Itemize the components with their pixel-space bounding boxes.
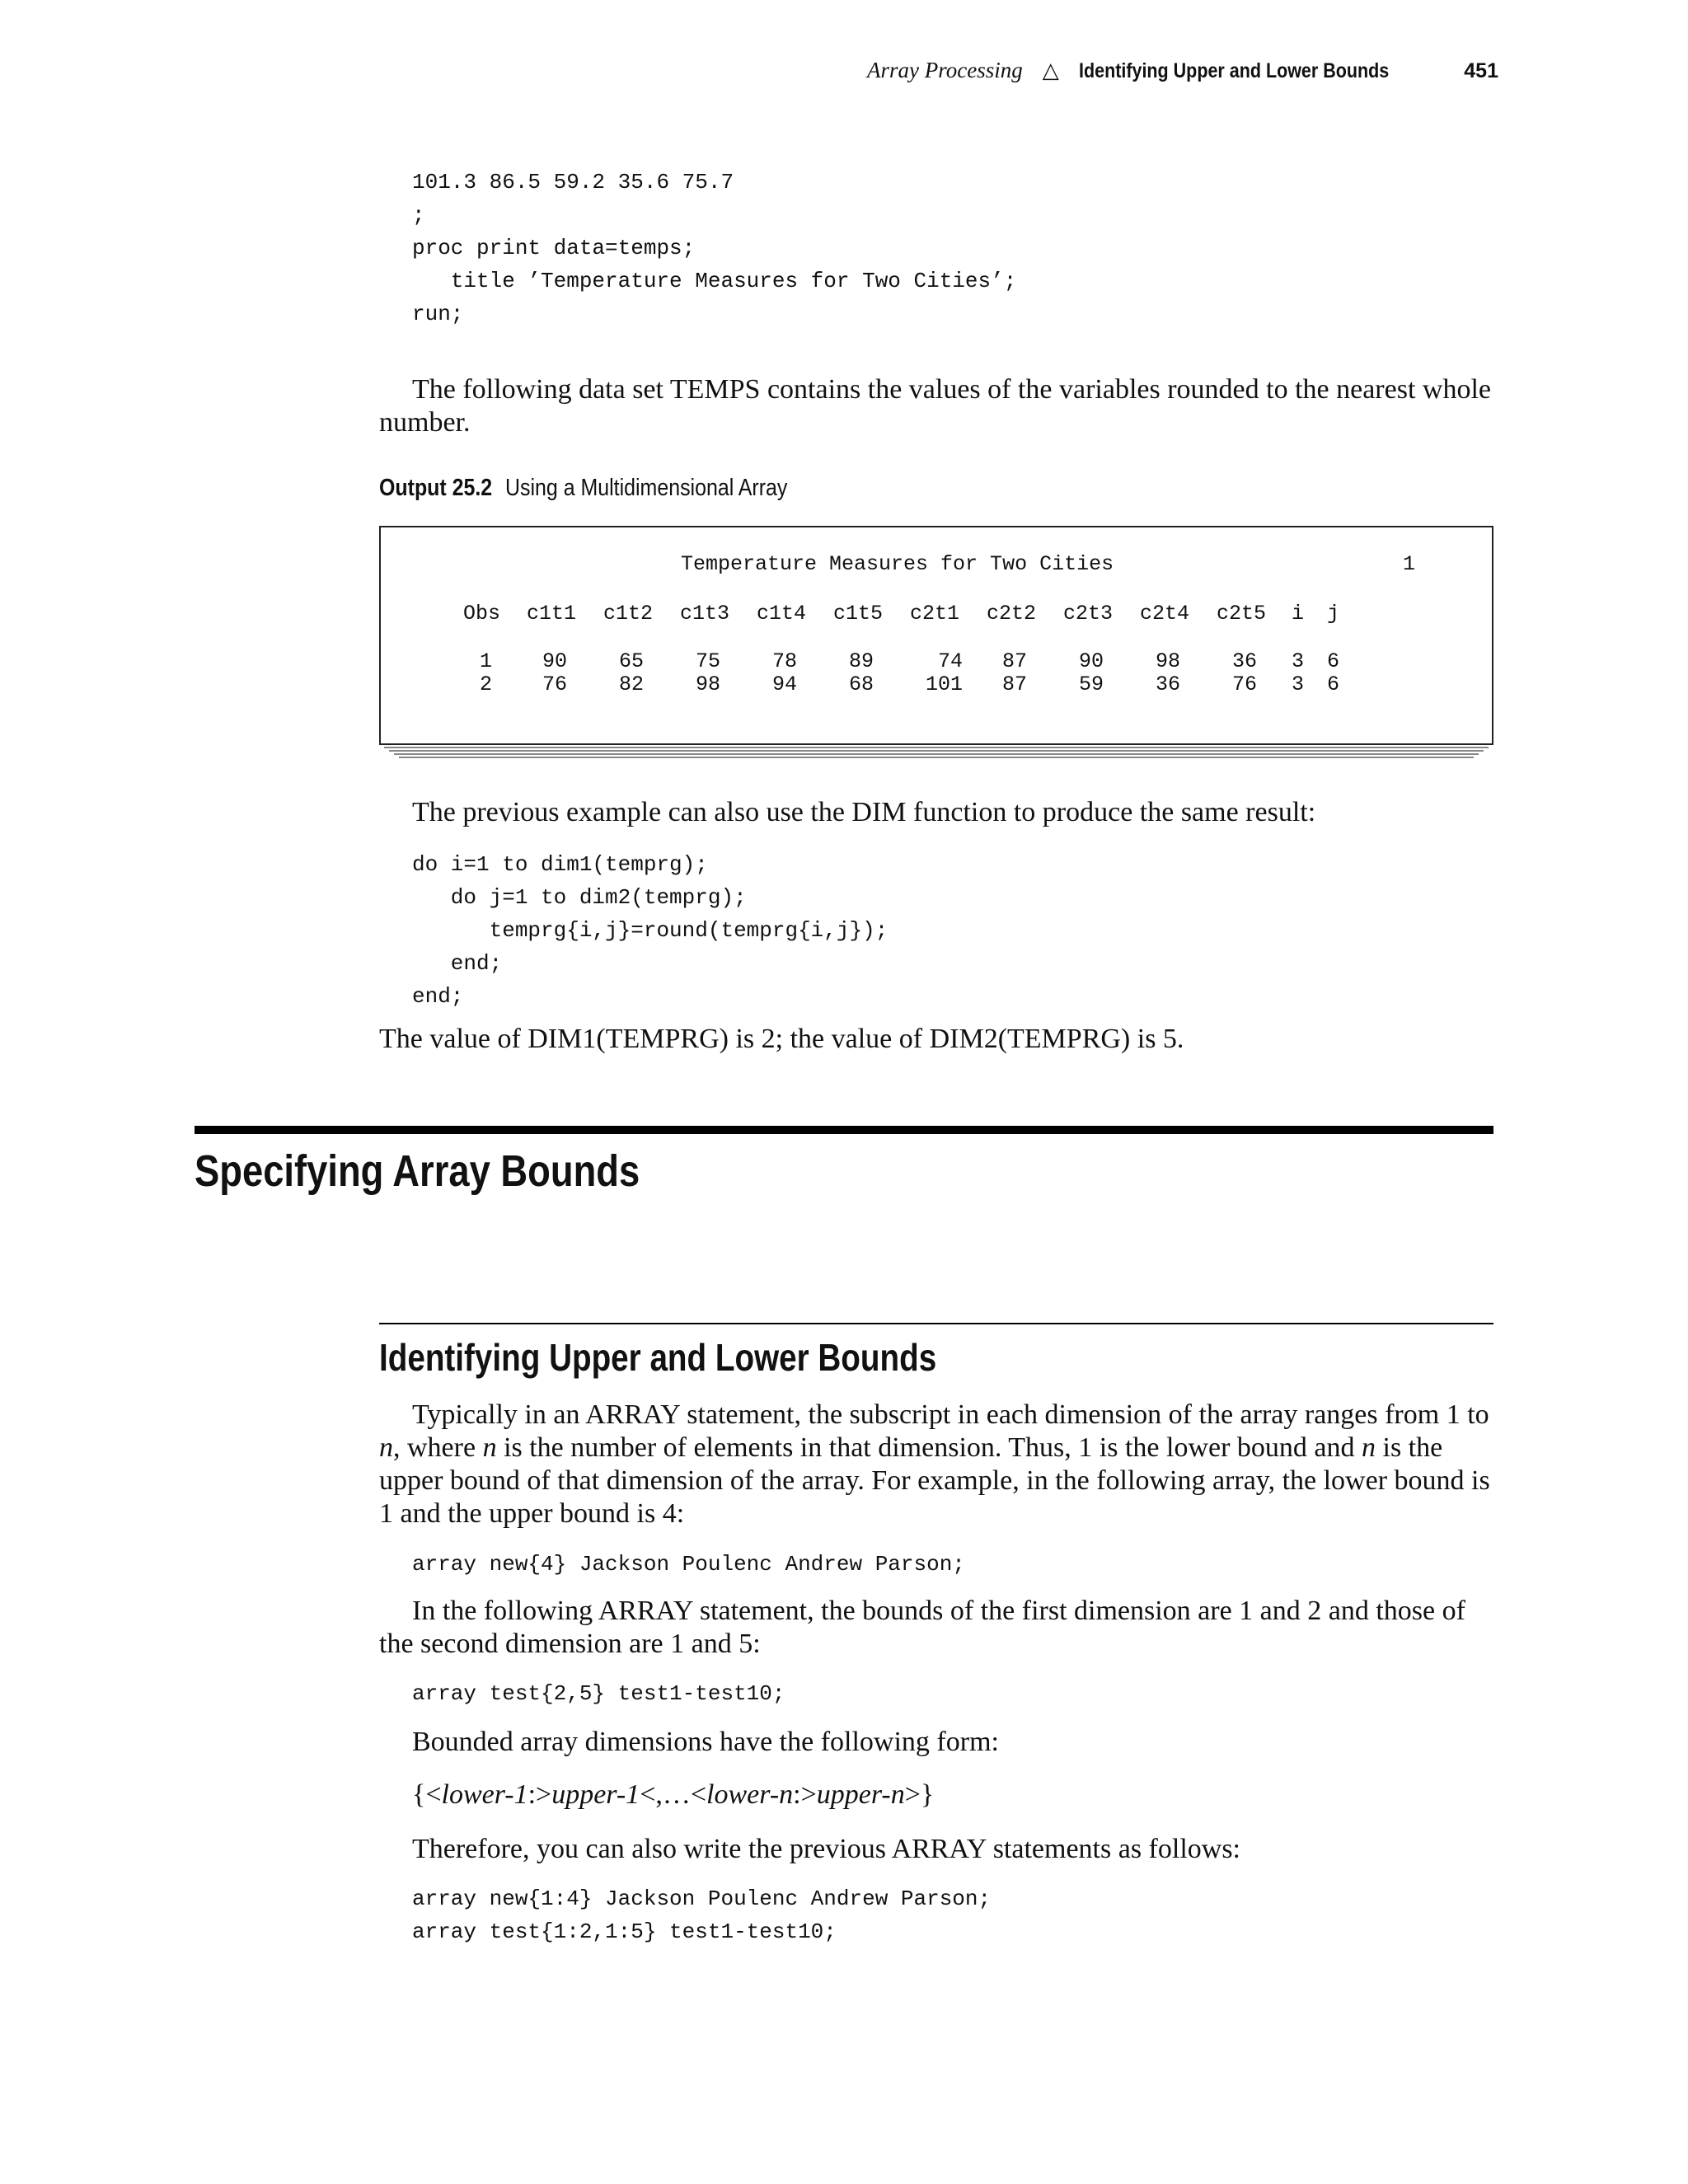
table-cell: 65 (619, 649, 645, 673)
subsection-rule (379, 1323, 1493, 1324)
form-text: {< (412, 1779, 442, 1810)
table-cell: 3 (1292, 649, 1305, 673)
code-line: ; (412, 203, 425, 227)
output-caption (379, 475, 833, 502)
bounded-form (412, 1779, 934, 1811)
code-line: do i=1 to dim1(temprg); (412, 852, 708, 877)
output-shadow-line (389, 750, 1484, 752)
table-cell: 94 (772, 673, 798, 696)
table-cell: 36 (1156, 673, 1181, 696)
text-run: is the upper bound of that dimension of the array. For example, in the following array, the lower bound is 1 and the upper bound is 4: (379, 1432, 1490, 1529)
table-cell: 3 (1292, 673, 1305, 696)
table-cell: 89 (849, 649, 874, 673)
code-line: end; (412, 984, 464, 1009)
table-cell: 68 (849, 673, 874, 696)
table-cell: 98 (696, 673, 721, 696)
form-upper-n: upper-n (816, 1779, 905, 1810)
subsection-title: Identifying Upper and Lower Bounds (379, 1336, 937, 1379)
form-text: >} (904, 1779, 935, 1810)
column-header: c1t2 (603, 602, 654, 626)
code-block-dim (412, 848, 888, 1013)
paragraph-bounded: Bounded array dimensions have the following form: (412, 1727, 999, 1757)
running-header-section: Identifying Upper and Lower Bounds (1078, 59, 1390, 82)
code-array-test: array test{2,5} test1-test10; (412, 1681, 785, 1706)
table-cell: 90 (542, 649, 568, 673)
running-header-chapter: Array Processing (867, 58, 1023, 82)
code-line: array test{1:2,1:5} test1-test10; (412, 1919, 837, 1944)
column-header: c1t4 (757, 602, 807, 626)
form-text: :> (793, 1779, 817, 1810)
column-header: j (1327, 602, 1340, 626)
column-header: c2t1 (910, 602, 960, 626)
page-number: 451 (1464, 59, 1498, 82)
paragraph-dim-values: The value of DIM1(TEMPRG) is 2; the value of DIM2(TEMPRG) is 5. (379, 1024, 1184, 1054)
column-header: i (1292, 602, 1305, 626)
code-block-proc-print (412, 166, 1016, 330)
running-header (867, 58, 1498, 83)
column-header: c2t2 (987, 602, 1037, 626)
code-line: do j=1 to dim2(temprg); (412, 885, 747, 910)
column-header: c2t3 (1063, 602, 1114, 626)
text-run: Typically in an ARRAY statement, the subscript in each dimension of the array ranges from 1 to (412, 1399, 1489, 1430)
form-lower-1: lower-1 (441, 1779, 528, 1810)
output-title: Temperature Measures for Two Cities (681, 552, 1114, 576)
table-cell: 76 (1232, 673, 1258, 696)
section-rule (195, 1126, 1493, 1134)
column-header: c1t1 (527, 602, 577, 626)
column-header: c1t5 (833, 602, 884, 626)
table-cell: 36 (1232, 649, 1258, 673)
text-run: is the number of elements in that dimension. Thus, 1 is the lower bound and (496, 1432, 1362, 1463)
triangle-separator-icon: △ (1042, 59, 1059, 82)
code-line: proc print data=temps; (412, 236, 696, 260)
code-line: 101.3 86.5 59.2 35.6 75.7 (412, 170, 734, 194)
italic-n: n (1362, 1432, 1376, 1463)
table-cell: 2 (480, 673, 493, 696)
table-cell: 82 (619, 673, 645, 696)
form-text: <,…< (640, 1779, 707, 1810)
table-cell: 87 (1002, 673, 1028, 696)
code-line: end; (412, 951, 503, 976)
paragraph-therefore: Therefore, you can also write the previous ARRAY statements as follows: (412, 1834, 1240, 1864)
text-run: , where (393, 1432, 483, 1463)
code-line: temprg{i,j}=round(temprg{i,j}); (412, 918, 889, 943)
output-listing-box (379, 526, 1493, 745)
output-label: Output 25.2 (379, 475, 493, 501)
output-shadow-line (384, 747, 1489, 748)
table-cell: 101 (926, 673, 964, 696)
code-line: array new{1:4} Jackson Poulenc Andrew Parson; (412, 1886, 992, 1911)
output-caption-text: Using a Multidimensional Array (504, 475, 788, 501)
code-line: run; (412, 302, 464, 326)
column-header: Obs (463, 602, 501, 626)
output-shadow-line (399, 757, 1474, 758)
table-cell: 90 (1079, 649, 1104, 673)
form-upper-1: upper-1 (551, 1779, 640, 1810)
table-cell: 76 (542, 673, 568, 696)
italic-n: n (379, 1432, 393, 1463)
section-title: Specifying Array Bounds (195, 1146, 640, 1196)
table-cell: 78 (772, 649, 798, 673)
paragraph-dim-function: The previous example can also use the DIM function to produce the same result: (412, 797, 1316, 827)
column-header: c1t3 (680, 602, 730, 626)
table-cell: 75 (696, 649, 721, 673)
output-shadow-line (394, 753, 1479, 755)
table-cell: 6 (1327, 649, 1340, 673)
table-cell: 1 (480, 649, 493, 673)
column-header: c2t5 (1217, 602, 1267, 626)
paragraph-temps: The following data set TEMPS contains the values of the variables rounded to the nearest whole number. (379, 374, 1491, 438)
code-block-final (412, 1882, 991, 1948)
form-text: :> (528, 1779, 552, 1810)
code-array-new: array new{4} Jackson Poulenc Andrew Parson; (412, 1552, 965, 1577)
code-line: title ’Temperature Measures for Two Cities’; (412, 269, 1017, 293)
paragraph-following: In the following ARRAY statement, the bounds of the first dimension are 1 and 2 and those of the second dimension are 1 and 5: (379, 1596, 1465, 1659)
form-lower-n: lower-n (706, 1779, 794, 1810)
output-page-number: 1 (1403, 552, 1416, 576)
table-cell: 59 (1079, 673, 1104, 696)
italic-n: n (482, 1432, 497, 1463)
paragraph-typically (379, 1399, 1493, 1530)
column-header: c2t4 (1140, 602, 1190, 626)
table-cell: 74 (938, 649, 964, 673)
table-cell: 87 (1002, 649, 1028, 673)
table-cell: 98 (1156, 649, 1181, 673)
table-cell: 6 (1327, 673, 1340, 696)
